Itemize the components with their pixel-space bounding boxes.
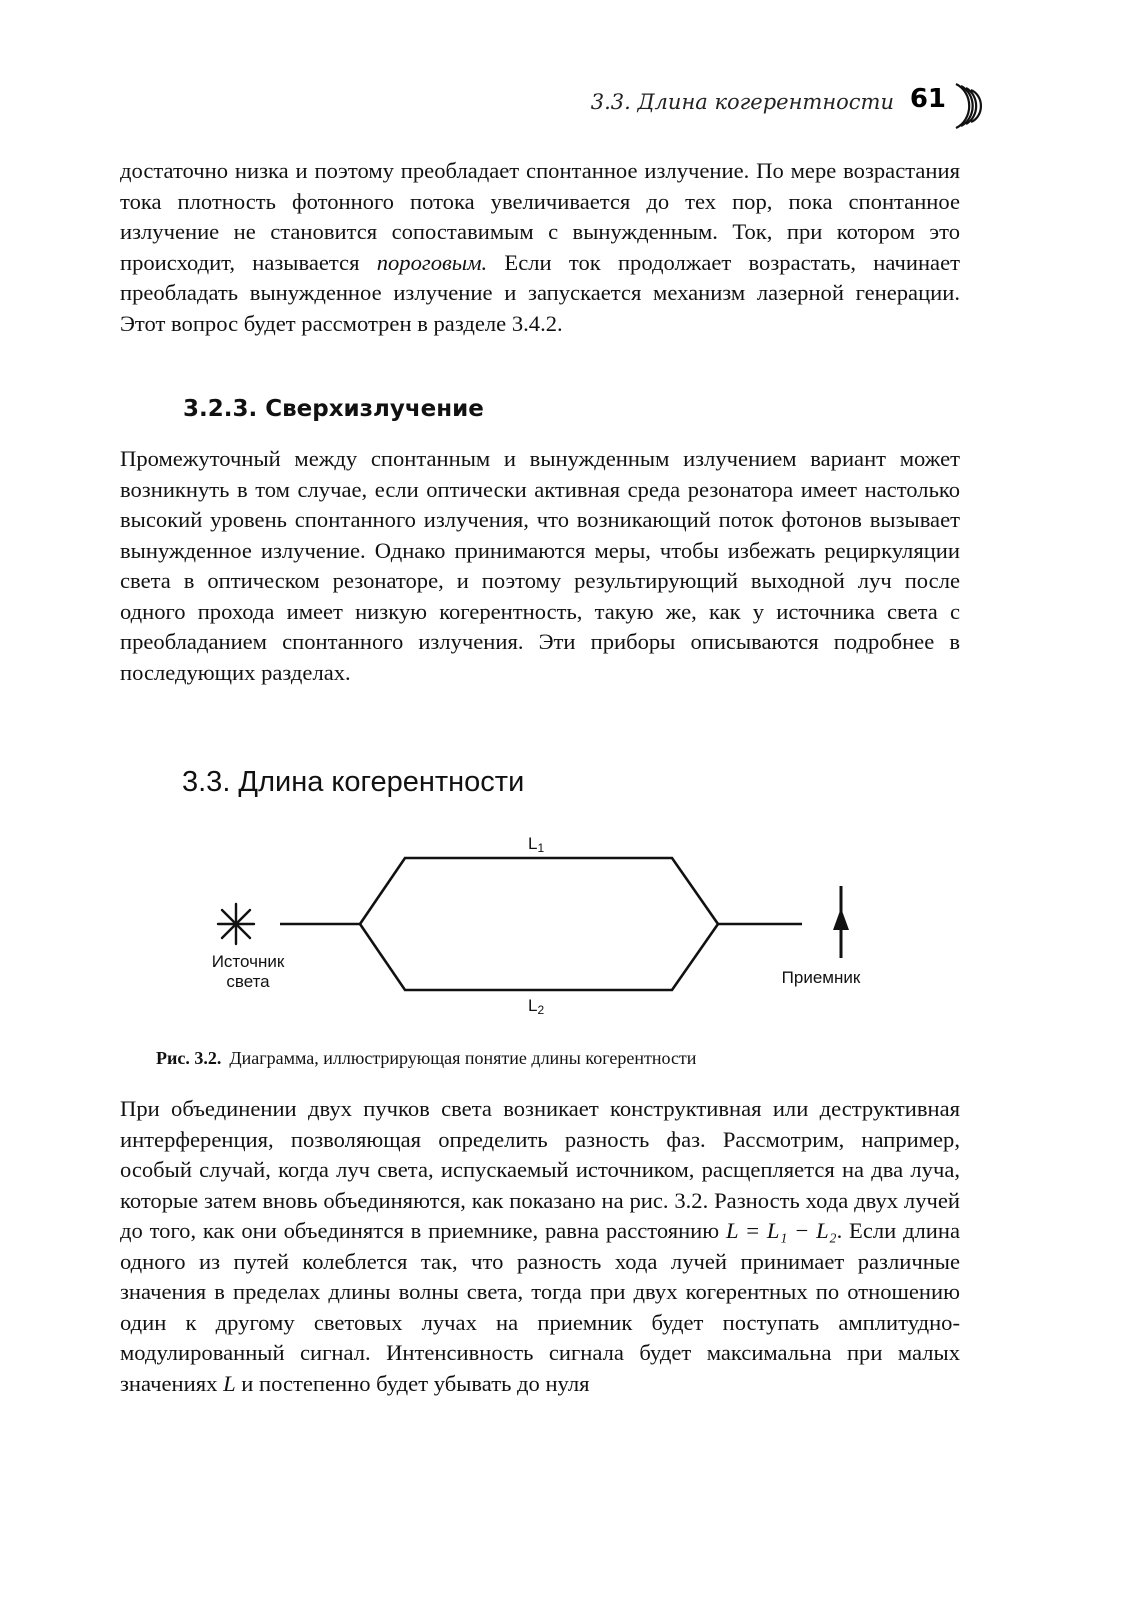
light-source-star-icon [218,904,254,944]
term-threshold: пороговым. [376,249,488,275]
paragraph-text: . Если длина одного из путей колеблется так, что разность хода лучей принимает различные значения в пределах длины волны света, тогда при двух когерентных по отношению один к другому световых лучах на приемник будет поступать амплитудно-модулированный сигнал. Интенсивность сигнала будет максимальна при малых значениях [120,1218,960,1396]
label-l2-letter: L [528,996,538,1015]
coherence-length-diagram [190,826,890,1026]
label-light-source [198,952,298,992]
label-l2-subscript: 2 [537,1003,545,1017]
paragraph-interference [120,1094,960,1399]
label-l1-subscript: 1 [537,841,545,855]
page-number: 61 [909,84,946,114]
subsection-heading: 3.2.3. Сверхизлучение [183,396,484,422]
label-l1-letter: L [528,834,538,853]
variable-l: L [223,1370,236,1396]
running-title: 3.3. Длина когерентности [590,90,894,114]
paragraph-lasing [120,156,960,339]
paragraph-text: Если ток продолжает возрастать, начинает преобладать вынужденное излучение и запускается механизм лазерной генерации. Этот вопрос будет рассмотрен в разделе 3.4.2. [120,249,960,336]
label-l2 [528,996,544,1017]
paragraph-text: и постепенно будет убывать до нуля [235,1370,590,1396]
optical-paths [280,858,802,990]
caption-text: Диаграмма, иллюстрирующая понятие длины когерентности [229,1048,697,1068]
receiver-arrow-icon [833,886,849,958]
figure-caption [156,1048,696,1069]
paragraph-superluminescence: Промежуточный между спонтанным и вынужденным излучением вариант может возникнуть в том случае, если оптически активная среда резонатора имеет настолько высокий уровень спонтанного излучения, что возникающий поток фотонов вызывает вынужденное излучение. Однако принимаются меры, чтобы избежать рециркуляции света в оптическом резонаторе, и поэтому результирующий выходной луч после одного прохода имеет низкую когерентность, такую же, как у источника света с преобладанием спонтанного излучения. Эти приборы описываются подробнее в последующих разделах. [120,446,960,685]
label-l1 [528,834,544,855]
running-head [120,78,990,138]
label-receiver: Приемник [781,968,861,987]
label-source-line2: света [226,972,270,991]
upper-path-l1 [360,858,718,924]
lower-path-l2 [360,924,718,990]
formula-path-difference: L = L₁ − L₂ [725,1218,837,1243]
label-source-line1: Источник [211,952,285,971]
paragraph-text: достаточно низка и поэтому преобладает спонтанное излучение. По мере возрастания тока плотность фотонного потока увеличивается до тех пор, пока спонтанное излучение не становится сопоставимым с вынужденным. Ток, при котором это происходит, называется [120,158,960,275]
page-number-ornament-icon [942,78,990,134]
section-heading: 3.3. Длина когерентности [182,766,525,798]
caption-number: Рис. 3.2. [156,1048,222,1068]
paragraph-text: При объединении двух пучков света возникает конструктивная или деструктивная интерференция, позволяющая определить разность фаз. Рассмотрим, например, особый случай, когда луч света, испускаемый источником, расщепляется на два луча, которые затем вновь объединяются, как показано на рис. 3.2. Разность хода двух лучей до того, как они объединятся в приемнике, равна расстоянию [120,1096,960,1243]
